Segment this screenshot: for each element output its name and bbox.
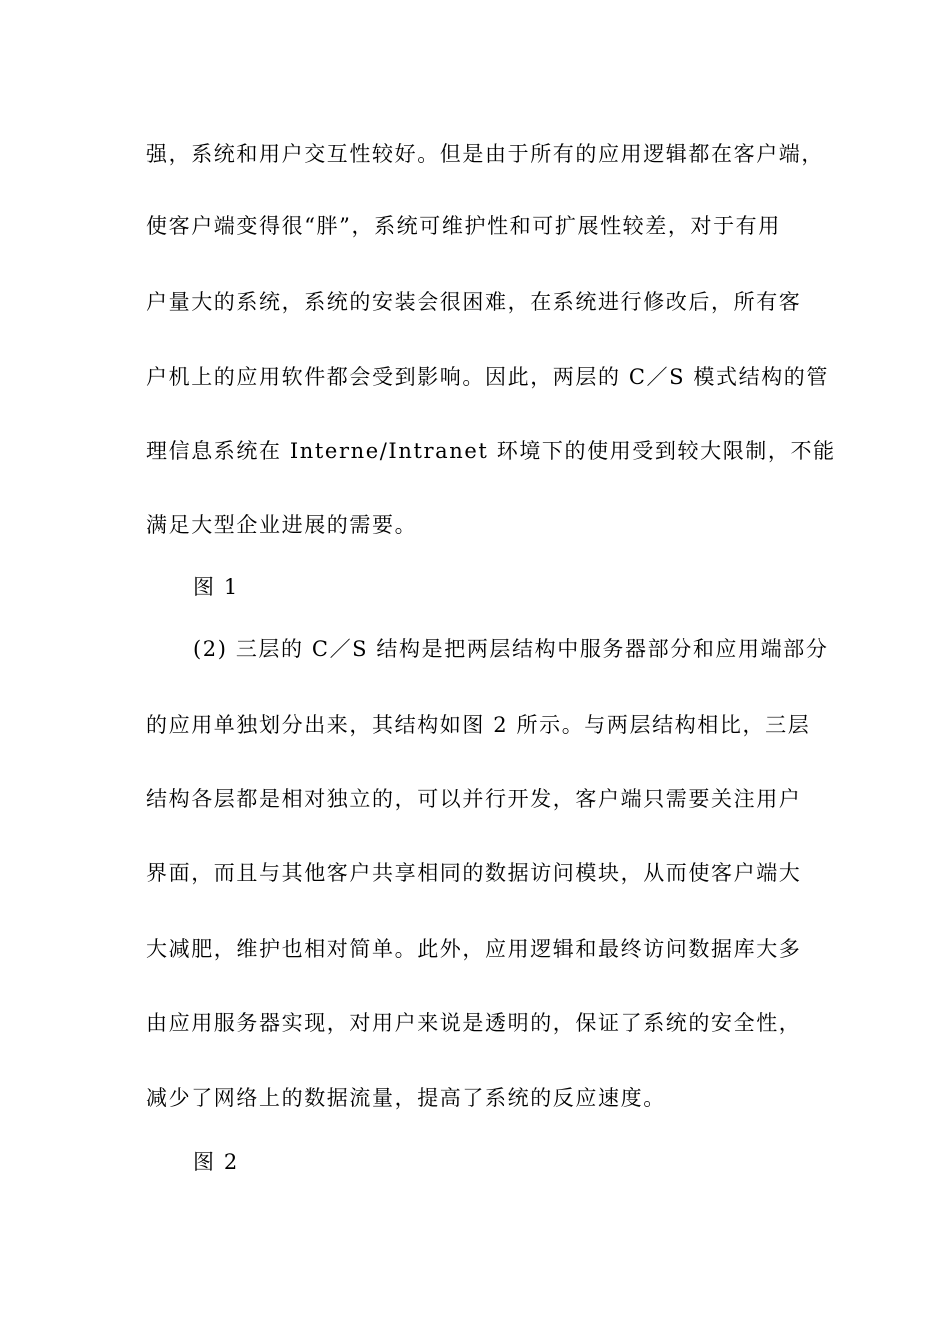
figure-caption-2: 图 2 — [193, 1150, 239, 1174]
figure-caption-1: 图 1 — [193, 575, 239, 599]
paragraph-line: 结构各层都是相对独立的，可以并行开发，客户端只需要关注用户 — [146, 787, 802, 811]
paragraph-line: 使客户端变得很“胖”，系统可维护性和可扩展性较差，对于有用 — [146, 214, 781, 238]
paragraph-line: 满足大型企业进展的需要。 — [146, 513, 418, 537]
paragraph-line: 户量大的系统，系统的安装会很困难，在系统进行修改后，所有客 — [146, 290, 802, 314]
paragraph-line: 的应用单独划分出来，其结构如图 2 所示。与两层结构相比，三层 — [146, 713, 811, 737]
paragraph-line: (2) 三层的 C／S 结构是把两层结构中服务器部分和应用端部分 — [193, 637, 829, 661]
paragraph-line: 由应用服务器实现，对用户来说是透明的，保证了系统的安全性， — [146, 1011, 802, 1035]
paragraph-line: 减少了网络上的数据流量，提高了系统的反应速度。 — [146, 1086, 666, 1110]
paragraph-line: 大减肥，维护也相对简单。此外，应用逻辑和最终访问数据库大多 — [146, 937, 802, 961]
paragraph-line: 界面，而且与其他客户共享相同的数据访问模块，从而使客户端大 — [146, 861, 802, 885]
paragraph-line: 户机上的应用软件都会受到影响。因此，两层的 C／S 模式结构的管 — [146, 365, 830, 389]
paragraph-line: 理信息系统在 Interne/Intranet 环境下的使用受到较大限制，不能 — [146, 439, 836, 463]
paragraph-line: 强，系统和用户交互性较好。但是由于所有的应用逻辑都在客户端， — [146, 142, 824, 166]
